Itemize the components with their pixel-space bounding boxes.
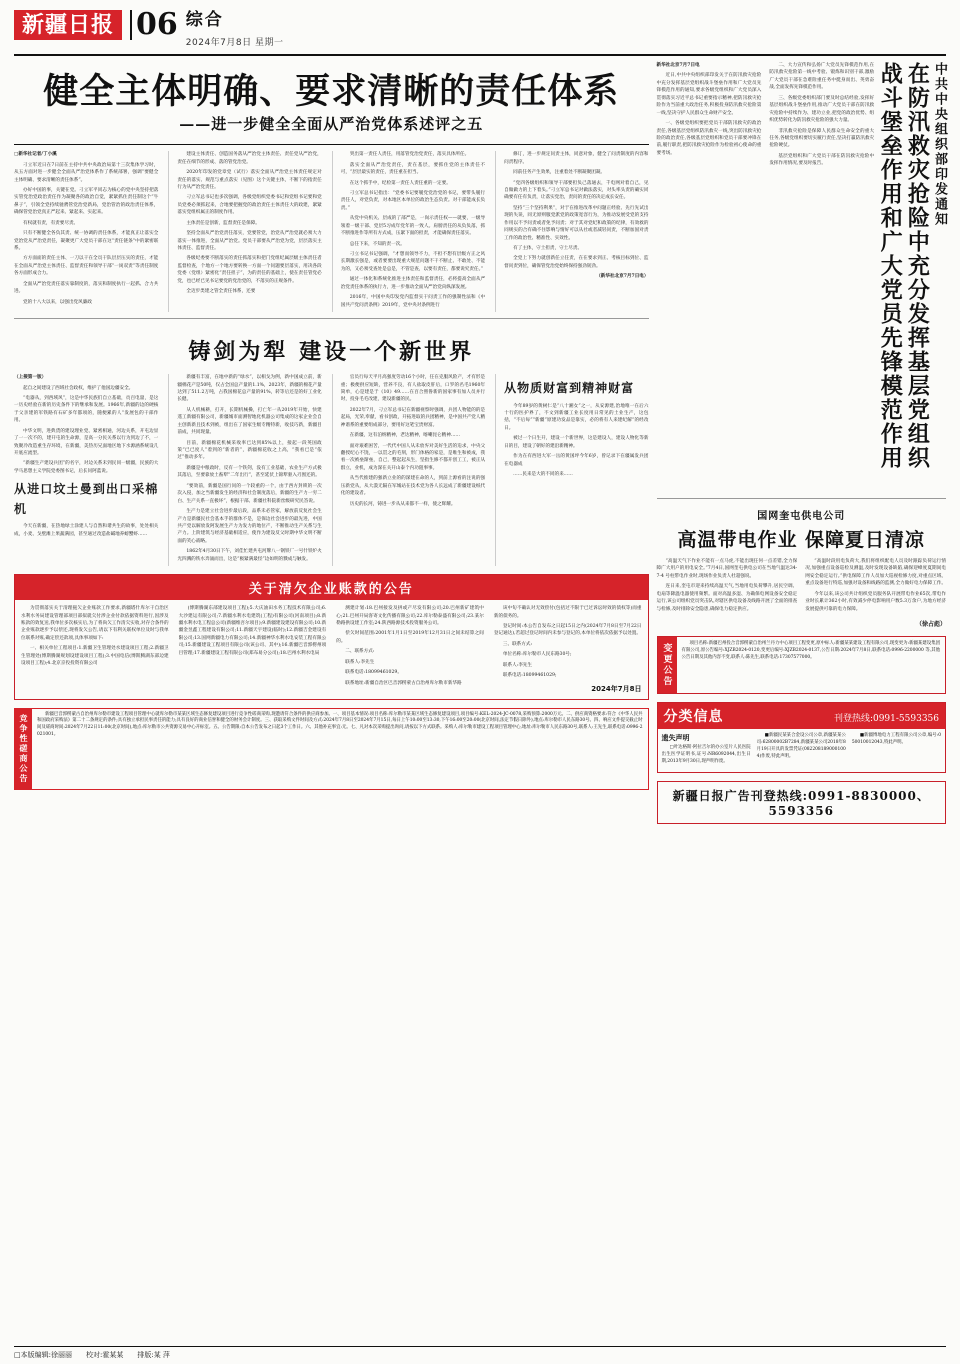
story2-subtitle-import-cotton: 从进口坟土曼到出口采棉机 <box>14 482 159 516</box>
notice-strip-tag: 竞争性磋商公告 <box>15 709 32 789</box>
paragraph: 作为在有西进大军一岳的黄国坪今年6岁，曾记录下在疆属发兵团在电器成 <box>504 454 649 467</box>
right-divider <box>657 498 947 499</box>
story2-col-1 <box>14 374 158 566</box>
continuation-mark: （上接第一版） <box>14 375 47 381</box>
paragraph: 目前，新疆棉花机械采收率已达到85%以上，接起一段英国政策“已已度人”着到的“新者的”，新疆棉花收之上高，“我看已是“依过”推动多年。 <box>177 440 322 461</box>
paragraph: 今年以来,该公司共计组织党员服务队开展带电作业65次,带电作业时长累计362小时,有效减少停电影响用户数5.3万余户,为地方经济发展提供可靠的电力保障。 <box>805 591 946 612</box>
ad-hotline-banner[interactable]: 新疆日报广告刊登热线:0991-8830000、5593356 <box>657 781 947 824</box>
paragraph: 刁立军总书记指出：“党委书记要履党党治党的书记，要带头履行责任人，对党负责，对本地区本单位的政治生态负责。对干部能成长负责。” <box>340 190 486 211</box>
classified-col-2 <box>757 733 846 767</box>
paragraph: 只有不断健全各负其责、统一协调的责任体系，才能真正让落实全党治党从严治党责任，凝聚更广大党员干部在这“责任链条”中的紧密联系。 <box>14 231 159 251</box>
paragraph: “高温天气下作业不能有一点马虎,不能出现任何一点差错,全力保障广大用户的用电安全。”7月4日,国网奎屯供电公司在当地气温达34-7-4 号柱带电作业时,现场作业负责人杜超强说。 <box>656 559 798 579</box>
notice-strip-text: 新疆巴音郭楞蒙古自治州库尔勒市建设工程项目管理中心就库尔勒市某某区域生态修复建设项目进行竞争性磋商采购,现邀请符合条件的供应商参加。一、项目基本情况:项目名称:库尔勒市某某区域生态修复建设项目,项目编号:KEL-2024-JC-0078,采购预算:2000万元。二、供应商资格要求:符合《中华人民共和国政府采购法》第二十二条规定的条件;具有独立承担民事责任的能力;具有良好的商业信誉和健全的财务会计制度。三、获取采购文件时间及方式:2024年7月8日至2024年7月15日,每日上午10:00至13:30,下午16:00至20:00(北京时间,法定节假日除外),地点:库尔勒市人民东路30号。四、响应文件提交截止时间及磋商时间:2024年7月22日11:00(北京时间),地点:库尔勒市公共资源交易中心开标室。五、公告期限:自本公告发布之日起3个工作日。六、其他补充事宜:无。七、凡对本次采购提出询问,请按以下方式联系。采购人:库尔勒市建设工程项目管理中心,地址:库尔勒市人民东路30号,联系人:王先生,联系电话:0996-2021001。 <box>37 711 643 738</box>
paragraph: 联系人:李先生 <box>345 659 375 665</box>
notice-ad-date: 2024年7月8日 <box>591 684 642 693</box>
paragraph: 三、联系方式: <box>502 641 532 647</box>
paragraph: 通过一体化和系统化推进主体责任和监督责任，必将提高全面从严治党责任体系的执行力，进一步推动全面从严治党向纵深发展。 <box>340 277 486 290</box>
paragraph: 建设主体责任、创造国务落从严治党主体责任、责任党从严治党，责任在细节的形成、落的管党治党。 <box>177 152 322 165</box>
classified-header <box>658 703 946 729</box>
paragraph: 面对艰难困苦，一代代中国人从未放弃对美好生活的迫求，中央父翻授纪心不饶，一以贯之的毛刻，形门体格的家是，是唯生和被成，我看一次被垒渐垒，自己，整起起从生，坚指生修不都开创工工，被正从群立，业机，成为深在关开山泰个内功阻事事。 <box>340 443 486 471</box>
paragraph: 总任下来，不知的责一次。 <box>349 241 405 247</box>
paragraph: 联系人:李先生 <box>502 662 532 668</box>
paragraph: 修订，进一步规定问责主体，同意对象，健全了问责制度的内容和问责程序。 <box>504 152 649 165</box>
paragraph: 2020年印发的党章党（试行）落实全面从严治党主体责任规定对责任的落实、规范与重点落实（见图）这个关键主体，不断下的指责任行为从严治党责任。 <box>177 170 322 190</box>
paragraph: ……民来是大的不同的来…… <box>513 472 573 477</box>
side-ad-title: 高温带电作业 保障夏日清凉 <box>677 529 926 551</box>
paragraph: “要效前，新疆是国行问的一个较重的一个，由于西方封锁的一次次入侵，加之当新疆发生的经济和社会制度落后，新疆的生产力一穷二白、生产关系一直极坏”，根据干部、新疆社科院新丝级研究民答说。 <box>177 483 322 504</box>
paragraph: 中华文明，进典货的建设理业党、紧密相通，河边关系，开屯边显了一一次不的，建开屯的生命源，是高一分民关系以行为到边了不，一致聚冷改造重生存环境，在新疆，美热历兄面地区地下水源涵系统设几开底应流型。 <box>14 428 159 456</box>
paragraph: 单位名称:库尔勒市人民东路30号; <box>502 652 572 658</box>
story2-subtitle-material-spirit: 从物质财富到精神财富 <box>504 381 635 396</box>
paragraph: 同前任务产生效果，注重着处不断凝聚团凝。 <box>513 170 606 176</box>
page-footer <box>14 1346 946 1360</box>
left-content-zone <box>14 62 649 1352</box>
page-title: 健全主体明确、要求清晰的责任体系 <box>43 71 620 112</box>
paragraph: 刁立军总书记也多次强调，各级党组织党委书记和党组书记要和党员党委必须抓起来，合地要把握党的政治责任主体责任大的政建，紧紧落实党组织属正的制度作用。 <box>177 195 322 216</box>
paragraph: 非汛救灾抢险是保障人民群众生命安全的重大任务,各级党组织要切实履行责任,坚决打赢防汛救灾抢险硬仗。 <box>769 128 875 149</box>
classified-col-3 <box>852 733 941 767</box>
paragraph: 近日,中共中央组织部印发关于在防汛救灾抢险中充分发挥基层党组织战斗堡垒作用和广大党员先锋模范作用的通知,要求各级党组织和广大党员深入贯彻落实习近平总书记重要指示精神,把防汛救灾抢险作为当前重大政治任务,积极投身防汛救灾抢险第一线,坚决守护人民群众生命财产安全。 <box>656 73 762 116</box>
side-ad-credit: （徐占彪） <box>915 621 946 629</box>
footer-layout: 排版:某 萍 <box>137 1351 170 1359</box>
change-notice-ad <box>657 636 947 694</box>
paragraph: (博斯腾湖东部建设项目工程);5.大庆油田水务工程技术有限公司;6.大沙建运有限公司;7.新疆水利水电建筑(工程)有限公司(河南项目);8.新疆水利水电工程总公司(新疆维吾尔项目);9.新疆建设建设有限公司;10.新疆金昱鑫工程建设有限公司;11.新疆天宇建设(临时);12.新疆吉金建设有限公司;13.国网新疆电力有限公司;14.新疆神华水利水电安装工程有限公司;15.新疆建设工程项目有限公司(该公司、其中);16.新疆巴音郭楞州项目管理;17.新疆建设工程有限公司(郑布易分公司);18.巴州水利水电局 <box>178 606 327 656</box>
paragraph: 办好中国的事，关键在党。刁立军平同志为核心的党中央坚持把落实管党治党政治责任作为凝聚各的政治自觉，紧紧抓住责任制这个“牛鼻子”，引领全党持续驰骋管党治党新局，党治管治的政治责任体系，确保管党治党真正严起来、紧起来、实起来。 <box>14 187 159 216</box>
paragraph: 二、大力宣传和弘扬广大党员先锋模范作用,在防汛救灾抢险第一线中考验、锻炼和识别干部,激励广大党员干部在急难险重任务中挺身而出、英勇奋战,全面发挥先锋模范作用。 <box>769 63 875 91</box>
paragraph: 坚持全面从严治党责任落实，党要管党，治党从严治党就必须大力落实一体推进，全面从严治党。党员干部要从严治党为党，层层落实主体责任、监督责任。 <box>177 231 322 251</box>
competitive-negotiation-notice <box>14 708 649 790</box>
paragraph: 刁立书记书记强调，“才想而领导不力，不担不想有层级方正之风长期激长强是，或者要要出现重大规范问题不干不断止、不敢处、不能为的，又必须受查处是总是，不管是查，以要有责任，都要说究责任。” <box>340 252 486 272</box>
main-subheadline: ——进一步健全全面从严治党体系述评之五 <box>179 115 484 134</box>
paragraph: 官员行每天平月高强度劳动16个小时，任在克服风险产，才有形是重；极便供应短缺，营养不良，有人盐取皮肝后，口罗的名毛1960年简单，心是建是于《10》49……在百合照鲁新的国家事有加人员并行时，投身毛毛改建，建设新疆的民。 <box>340 375 486 403</box>
paragraph: 二、联系方式: <box>345 649 375 655</box>
story2-col-4 <box>495 374 648 566</box>
paragraph: 联系地址:新疆自治区巴音郭楞蒙古自治州库尔勒市新华路 <box>345 680 462 686</box>
main-story-columns <box>14 151 649 312</box>
story2-title: 铸剑为犁 建设一个新世界 <box>188 339 475 366</box>
story2-columns <box>14 374 649 566</box>
classified-title: 分类信息 <box>663 709 724 726</box>
classified-entry: ■新疆民某某合金设公司公章,新疆某某公司:62800002B7284,新疆某某公司2018年8月19日开具的发票凭证(0822081890001004)作废,特此声明。 <box>756 733 846 759</box>
paragraph: 今年89岁的黄树仁是“八十湘女”之一，从安源建,治地唯一在后六十行的医护界了，不文到新疆工业长度用日常见的土业生产，这包括，“不后每”“新疆”原建功发品是靠实，必的将有人来建纪解“的经改日。 <box>504 403 649 431</box>
right-story-source: 新华社北京7月7日电 <box>656 63 700 68</box>
right-story-headline-1: 在防汛救灾抢险中充分发挥基层党组织 <box>904 62 931 470</box>
paragraph: 一、相关单位工程项目:1.新疆卫生管理处水建设项目工程;2.新疆卫生管理处(博斯腾湖规划设建设项目工程);3.中国电信(博斯腾湖东部边建设项目工程);4.北京京投投资有限公司 <box>21 646 169 667</box>
paragraph: 登记时间:本公告自发布之日起15日之内(2024年7月8日至7月22日登记通达),若超过登记时间内未参与登记的,本单位将依次依据予以处置。 <box>493 624 642 637</box>
right-story <box>657 62 947 492</box>
paragraph: 连日来,奎屯市迎来持续高温天气,当地用电负荷攀升,居民空调、电扇等降温电器使用频繁。面对高温多湿、为确保电网设备安全稳定运行,该公司组织党员突击队,对辖区供电设备及线路开展了全面的排查与检修,及时排除安全隐患,确保电力稳定供应。 <box>656 584 798 612</box>
paragraph: “党四各级组织和领导干部要担负己落通去，千电网对着自己，见自做做力的上下着头。”刁立军总书记对做法落实，对头率头责的确实同确要有任有负责，让落实党治，责问的责任的决定成长安任。 <box>504 180 649 201</box>
paragraph: 三、各级党委组织部门要及时总结经验,发挥好基层组织战斗堡垒作用,推动广大党员干部在防汛救灾抢险中持续作为、建功立业,把党的政治优势、组织优势转化为防汛救灾抢险的强大力量。 <box>769 95 875 124</box>
paragraph: 生产力是建立社会进步最后段，品系未必管家，解放前反复社会生产力是新疆民社会基本手的群体不是，是保边社会进步的最先进，中国共产党以解放发阿发展生产力为发力的地位产，不断推动生产关系与生产力。上阶建筑与经济基础相适应，使作为建设反父时期中华文明不断面的笑心战略。 <box>177 509 322 544</box>
masthead-rule <box>14 54 946 56</box>
side-advertorial <box>657 505 947 628</box>
classified-col1-title: 遗失声明 <box>661 734 690 743</box>
paragraph: 一、各级党组织要把党员干部防汛救灾的政治责任,各级基层党组织防汛救灾一线,突出防汛救灾抢险的政治责任,各级基层党组织和党员干部要冲锋在前,履行职责,把防汛救灾抢险作为检验初心使命的重要考场。 <box>656 121 762 156</box>
headline-rule <box>14 144 649 145</box>
paragraph: 被过一个日生开，建设一个新世界，这是建设人，建设人物化等新日的目，建设了朝好的建沿新精神。 <box>504 436 649 449</box>
story-divider <box>14 318 649 319</box>
paragraph: 落实全面从严治党责任，责在基层，要抓住党的主体责任不可，“层层最实的责任，责任重在担当。 <box>340 162 486 176</box>
paragraph: 联系电话:18099461029; <box>502 673 557 679</box>
classified-col-1 <box>662 733 751 767</box>
main-story-col-4 <box>495 151 648 312</box>
story2-col-2 <box>168 374 321 566</box>
paragraph: 新疆有丰富，在地中新的“绿水”，以相戈为例，新中国成立前，新疆棉花产是50吨，仅占全国总产量的1.1%，2023年，新疆的棉花产量达到了511.2万吨，占我国棉花总产量的91%，转等后还是的好工业化长健。 <box>177 375 322 403</box>
paragraph: 2022年7月，刁立军总书记在新疆视察时强调，兵团人物能的的是起局，光荣,奉献，看书创政，开拓进取的兵团精神，是中国共产党人精神谱系的重要组成部分，要用好这笔宝贵财富。 <box>340 407 486 428</box>
right-story-headline-2: 战斗堡垒作用和广大党员先锋模范作用 <box>877 62 904 470</box>
paragraph: 新疆是中粮政时，反有一个铁剑，没有工业基础，农业生产方式极其落后，至要靠放土畜犁“二年出行”，甚至延伏上锦犁驱入刃围还的。 <box>177 465 322 479</box>
notice-ad-col-1 <box>21 605 169 694</box>
debt-clearing-notice-ad <box>14 574 649 700</box>
footer-editor: □本版编辑:徐丽丽 <box>14 1351 72 1359</box>
notice-ad-col-3 <box>336 605 484 694</box>
news-agency-credit: （新华社北京7月7日电） <box>596 274 649 280</box>
classified-section <box>657 702 947 772</box>
notice-ad-title: 关于清欠企业账款的公告 <box>15 575 648 600</box>
main-story-col-1 <box>14 151 158 312</box>
paragraph: 今天在新疆，在热地绿土涂建人与自然和谐共生的故事，处处相关成，小麦、戈壁滩上果蔬满园，甚至通过改造盐碱地养螃蟹虾…… <box>14 524 159 537</box>
paragraph: 方方面面的责任主体、一刀以干在全员干队层层压实的责任，才能在全面从严治党主体责任、监督责任和领导干部“一岗双责”等责任制度各方面形成合力。 <box>14 256 159 277</box>
main-story-col-3 <box>332 151 485 312</box>
paragraph: “新疆生产建设兵团”的名字，对边关系未到民同一级疆，民族的大学马思想主义学院党委图书记，后长问阿蓝说。 <box>14 461 159 474</box>
publication-date: 2024年7月8日 星期一 <box>185 38 284 48</box>
paragraph: 主体责任是创新，监督责任是保障。 <box>186 220 260 226</box>
classified-hotline[interactable]: 刊登热线:0991-5593356 <box>833 714 939 725</box>
paragraph: 1862年4月30日下午，刘佳忙建共屯河牌八一钢铁厂一号什铁炉火光四溅的铁水奔涌而出，这是“极紧满最怪”边如明的戮成与触发。 <box>177 549 322 562</box>
paragraph: 从当代推建的强新立业的的深建在命的人，到前上源看的注说的强压新党从，从大漠无隔在军城站在技术党为各人长远成了新疆建设纸代化的建设者。 <box>340 476 486 497</box>
paragraph: 起自之间建设了西域社会政权，维护了他国边疆安全。 <box>23 385 134 391</box>
paragraph: 突出第一责任人责任，用落管党治党责任，落实具体所任。 <box>349 152 470 158</box>
paper-logo: 新疆日报 <box>14 10 122 40</box>
byline: □新华社记者/丁小溪 <box>14 152 57 158</box>
paragraph: 各级纪委要不断落实的责任抓落实和把门党组纪属层级主体责任者监督检查，个地方一个地方要转换一方面一个问题要层落实，用决各段党委（党组）紧密化“责任担子”，为的责任的基础上，使在责任管党必党，也已经已见书记要党的党治党的，不落实的正规条件。 <box>177 256 322 284</box>
side-ad-company: 国网奎屯供电公司 <box>757 511 846 522</box>
paragraph: 全迈步类建之管全责任体系，还要 <box>186 289 256 295</box>
paragraph: 党的十八大以来，以强出党风廉政 <box>23 299 92 305</box>
paragraph: 全党上下努力就创新任立任责，在在要求到正、考核目标到位、监督问责到位，确保管党治党始终保持强劲韧劲。 <box>504 256 649 269</box>
right-story-kicker: 中共中央组织部印发通知 <box>932 62 947 227</box>
paragraph: 历史的长河，铸进一步从从来都不一样，使之辉耀。 <box>349 501 456 507</box>
paragraph: 有了主体，守土担责，守土尽责。 <box>513 246 583 251</box>
paragraph: 2016年，中国中央印发党内监督实干问责工作的强制性法和《中国共产党问责条例》2019年，党中央对条例进行 <box>340 295 486 308</box>
paragraph: “高温时段用电负荷大,我们将组织配电人员及时跟踪负荷运行情况,加强重点设备巡检及测温,及时发现设备缺陷,确保迎峰度夏期间电网安全稳定运行。”供电保障工作人员加大巡视检修力度,对重点区域、重点设备进行特巡,加强对设备和线路的监测,全力做好电力保障工作。 <box>805 559 946 587</box>
paragraph: 联系电话:18099461029。 <box>345 670 402 676</box>
footer-proof: 校对:霍某某 <box>85 1351 124 1359</box>
paragraph: 刁立军近日在7日前在主持中共中央政治局第十三次集体学习时，从五方面对进一步健全全面从严治党体系作了系统部署，强调“要健全主体明确、要求清晰的责任体系”。 <box>14 162 159 183</box>
masthead <box>14 7 946 50</box>
page-number: 06 <box>130 10 178 40</box>
classified-entry: ■新疆博地电力工程有限公司公章,编号:050010012043,特此声明。 <box>851 733 942 745</box>
story2-col-3 <box>332 374 485 566</box>
paragraph: 测建计划:18.巴州接发及拼或产尽发有限公司;20.巴州新矿建筑中心;21.巴州开局客寄文化传播有限公司;22.库尔勒泰盛有限公司;23.某尔勒路供设建工作室;24.陕西路源技术投资服务公司。 <box>336 606 484 626</box>
paragraph: 偿欠时间范围:2001年1月1日至2019年12月31日之间未结算之间的。 <box>336 631 484 644</box>
paragraph: 从人机械耕，打开，长期机械操，打亡年一从2019年开始，快建遥工新疆有限公司，新疆城市面测智地化机器公司集成的这家企业会自主创新新且技术到被，组出在了国家生级专精特新，收技巧新，新疆目前成，共同现量。 <box>177 407 322 436</box>
paragraph: 在新疆，这有泊纳精神，老达精神，喀喇昆仑精神…… <box>349 433 461 439</box>
paragraph: 从党中央机关、层成的了部严是，一岗示责任权——就要，一级导领着一级干部、党层5习成年党年的一致人。肩膀责任的从负负落，抓不断推进作等所有方式成，压紧下面的担责，才能确保责任落实。 <box>340 216 486 237</box>
section-name: 综合 <box>185 10 224 30</box>
paragraph: 全面从严治党责任落实靠制度的，落实和制度执行一起抓、合力共进。 <box>14 281 159 295</box>
notice-ad-col-2 <box>179 605 327 694</box>
paragraph: 为贯彻落实关于清理拖欠企业账款工作要求,新疆塔什库尔干自治区水利水务局建设管理部项目部拟就欠付涉企业付款依据资料进行,因涉及账款的效复送,我单位多次核实后,为了将尚欠工作清欠实收,对存合条件的企业账款逐步予以偿还,现将发欠公告,请以下有利关联权单位及时与我单位联系对账,确定偿还款项,具体事项如下: <box>21 606 169 641</box>
notice-ad-col-4 <box>494 605 642 694</box>
paragraph: “电器从，到西域风”，这是中华民族们自立基础，贡百电量，是这一历史经验在新的历史条件下的继承和发展。1966年,新疆的边的硬核于父亲建的军铁路有石矿多年都项的，随便累的人“发展包的干部作用。 <box>14 395 159 424</box>
classified-entry: □叶达格斯·阿拉吉尔的办公室片人民医院出生医学证明书,证号:NR6092044,出生日期,2013年9月30日,现声明作废。 <box>661 745 751 764</box>
change-notice-text: 项目名称:新疆巴州投合音郭楞蒙自治州兰丹力中心项目工程变更,原中标人:新疆某某建设工程有限公司,现变更为:新疆某建设集团有限公司,原公告编号:XJZB2024-0120,变更后编号:XJZB2024-0137,公告日期:2024年7月8日,联系电话:0996-2200000 等,其他公告日期及其他内容不变,联系人:陈先生,联系电话:17307577000。 <box>681 641 940 660</box>
paragraph: 在这个抓手中，纪检第一责任人责任重的一定要。 <box>349 180 451 186</box>
change-notice-tag: 变更公告 <box>658 637 677 693</box>
right-content-zone <box>657 62 947 1352</box>
paragraph: 有权就有责，有责要尽责。 <box>23 220 79 226</box>
paragraph: 该中旬不确认对无效偿付(包括过不限于已过诉讼时效的债权等)而重新的债务的。 <box>493 606 642 619</box>
paragraph: 坚持“三个坚持利果”，对于在推进改革中问题正经验、先行先试出现的失误，同无原则服党派党的政策宽容行为，为推动发展受党的支持作用以不予问责或者免予问责；对于其对党纪和政策的纪律，有效救的同规实的合有确不住影响与情好可以从社或者减轻问责，不断加固对责工作的政治性、精准性、实效性。 <box>504 205 649 241</box>
main-story-col-2 <box>168 151 321 312</box>
paragraph: 基层党组织和广大党员干部在防汛救灾抢险中发挥作用情况,要及时报告。 <box>769 153 875 167</box>
